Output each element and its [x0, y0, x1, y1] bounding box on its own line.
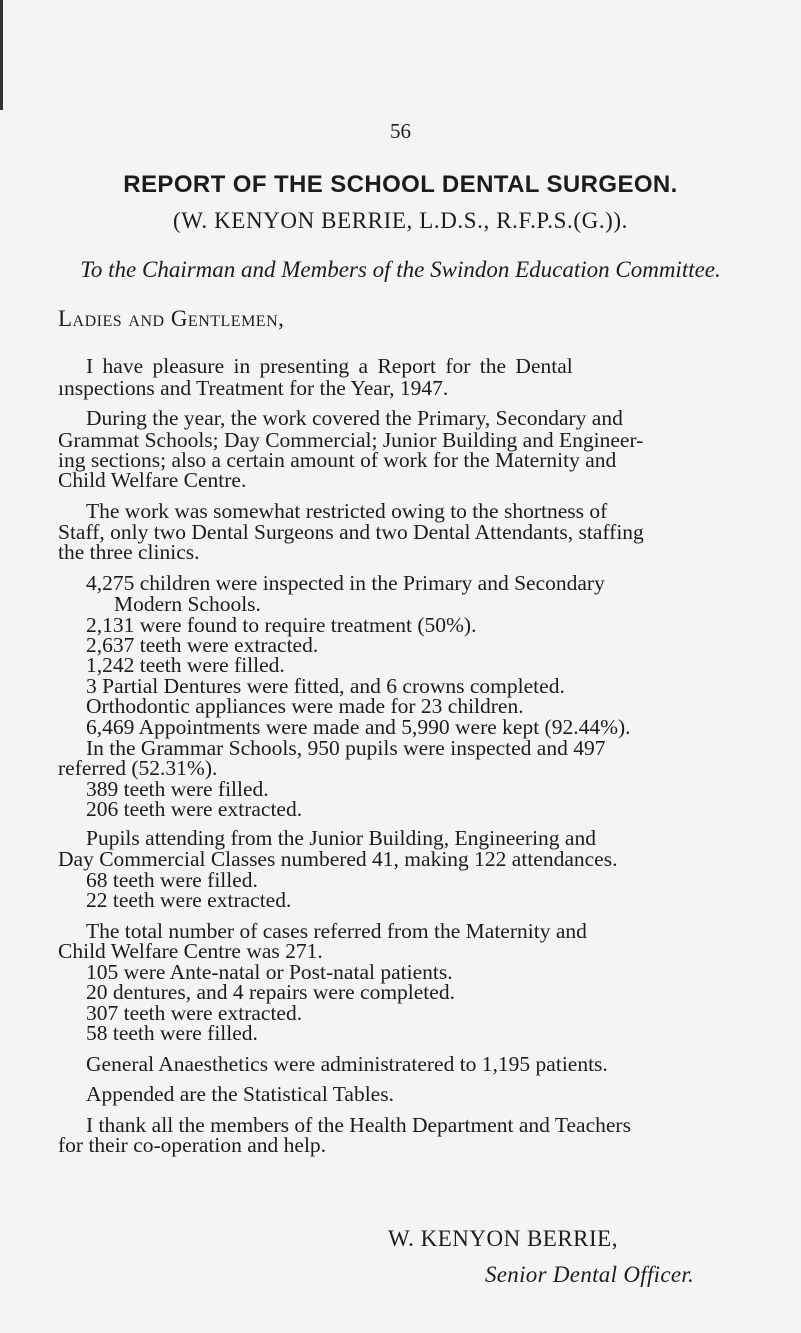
report-title: REPORT OF THE SCHOOL DENTAL SURGEON.: [123, 171, 678, 198]
body-line: Orthodontic appliances were made for 23 children.: [86, 694, 524, 718]
body-line: I thank all the members of the Health Department and Teachers: [86, 1113, 631, 1137]
body-line: the three clinics.: [58, 540, 200, 564]
body-line: for their co-operation and help.: [58, 1133, 327, 1157]
body-line: 68 teeth were filled.: [86, 868, 258, 892]
report-author: (W. KENYON BERRIE, L.D.S., R.F.P.S.(G.)).: [172, 208, 629, 233]
page-number: 56: [390, 119, 411, 143]
body-line: Pupils attending from the Junior Building, Engineering and: [86, 826, 596, 850]
body-line: 307 teeth were extracted.: [86, 1001, 303, 1025]
body-line: 2,131 were found to require treatment (50%).: [86, 613, 477, 637]
body-line: Day Commercial Classes numbered 41, making 122 attendances.: [58, 847, 618, 871]
body-line: In the Grammar Schools, 950 pupils were inspected and 497: [86, 736, 606, 760]
body-line: 1,242 teeth were filled.: [86, 653, 285, 677]
body-line: Staff, only two Dental Surgeons and two Dental Attendants, staffing: [58, 520, 644, 544]
signature-name: W. KENYON BERRIE,: [388, 1226, 618, 1251]
body-line: The work was somewhat restricted owing to the shortness of: [86, 499, 608, 523]
salutation: Ladies and Gentlemen,: [58, 306, 285, 331]
signature-title: Senior Dental Officer.: [485, 1262, 695, 1287]
addressee: To the Chairman and Members of the Swindon Education Committee.: [80, 257, 721, 282]
body-line: 22 teeth were extracted.: [86, 888, 292, 912]
body-line: ınspections and Treatment for the Year, 1947.: [58, 376, 449, 400]
body-line: General Anaesthetics were administratered to 1,195 patients.: [86, 1052, 608, 1076]
body-line: The total number of cases referred from the Maternity and: [86, 919, 587, 943]
body-line: During the year, the work covered the Primary, Secondary and: [86, 406, 623, 430]
body-line: 4,275 children were inspected in the Primary and Secondary: [86, 571, 605, 595]
body-line: 58 teeth were filled.: [86, 1021, 258, 1045]
body-line: 20 dentures, and 4 repairs were completed.: [86, 980, 455, 1004]
body-line: Child Welfare Centre.: [58, 468, 247, 492]
body-line: Modern Schools.: [114, 592, 261, 616]
body-line: 389 teeth were filled.: [86, 777, 269, 801]
body-line: 2,637 teeth were extracted.: [86, 633, 319, 657]
body-line: 3 Partial Dentures were fitted, and 6 crowns completed.: [86, 674, 565, 698]
body-line: ing sections; also a certain amount of work for the Maternity and: [58, 448, 617, 472]
scan-edge: [0, 0, 3, 110]
body-line: Child Welfare Centre was 271.: [58, 939, 323, 963]
body-line: Appended are the Statistical Tables.: [86, 1082, 394, 1106]
body-line: I have pleasure in presenting a Report for the Dental: [86, 354, 573, 378]
body-line: Grammat Schools; Day Commercial; Junior Building and Engineer-: [58, 428, 644, 452]
body-line: 206 teeth were extracted.: [86, 797, 303, 821]
body-line: referred (52.31%).: [58, 756, 218, 780]
body-line: 6,469 Appointments were made and 5,990 were kept (92.44%).: [86, 715, 631, 739]
body-line: 105 were Ante-natal or Post-natal patients.: [86, 960, 453, 984]
